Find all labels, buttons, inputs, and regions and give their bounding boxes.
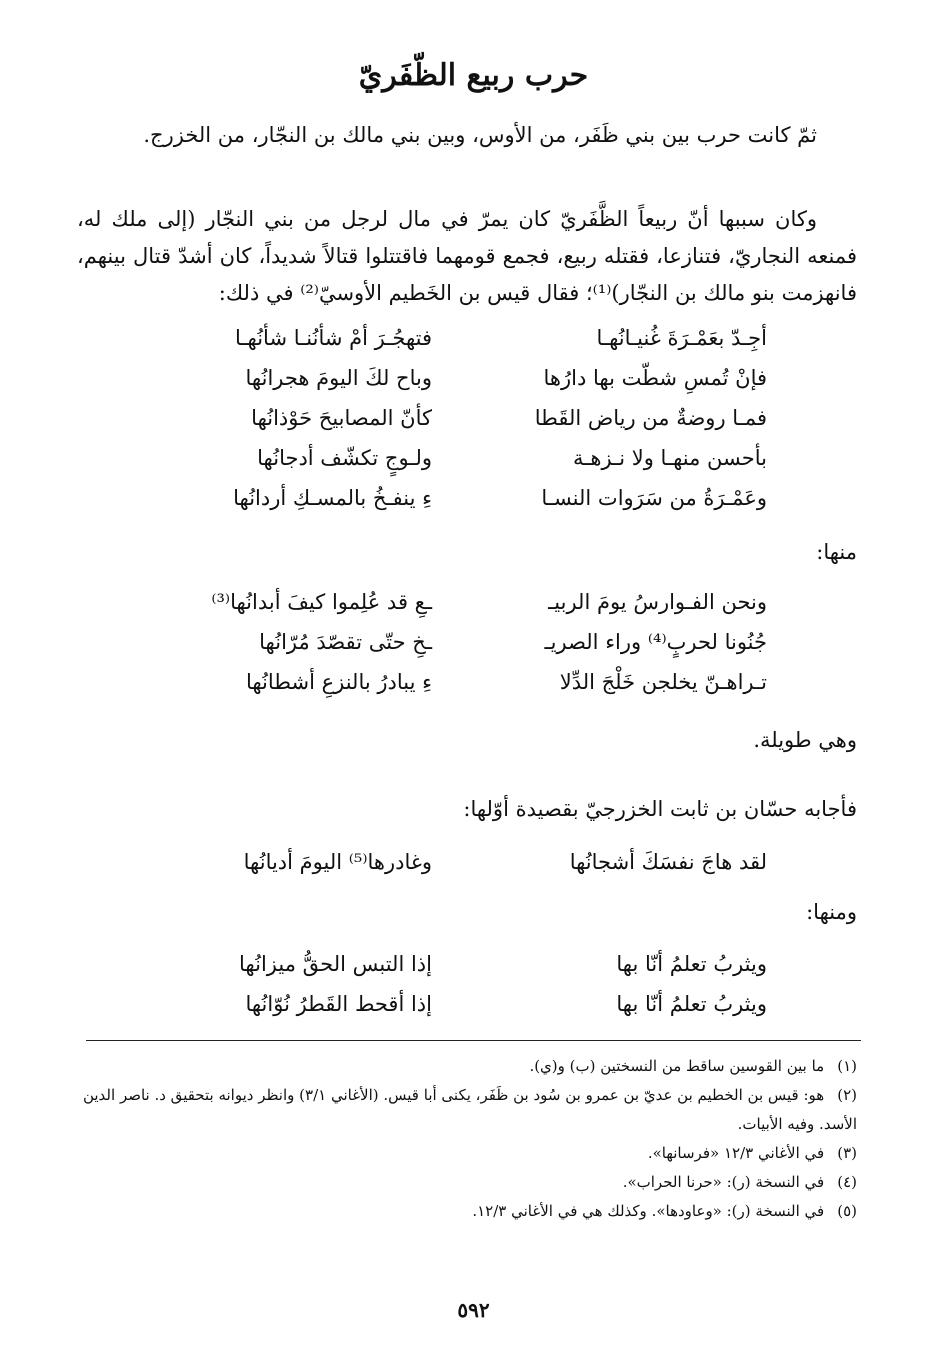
- verse-second-hemistich: وباح لكَ اليومَ هجرانُها: [245, 366, 432, 390]
- footnote-text: في النسخة (ر): «وعاودها». وكذلك هي في الأغاني ١٢/٣.: [472, 1202, 825, 1220]
- footnote-text: ما بين القوسين ساقط من النسختين (ب) و(ي).: [529, 1057, 825, 1075]
- verse-first-hemistich: جُنُونا لحربٍ⁽⁴⁾ وراء الصريـ: [544, 630, 767, 654]
- verse-line: [0, 406, 947, 446]
- page-number: ٥٩٢: [457, 1298, 490, 1322]
- footnote-separator: [86, 1040, 861, 1041]
- verse-line: [0, 992, 947, 1032]
- verse-line: [0, 366, 947, 406]
- footnotes: [67, 1052, 857, 1226]
- footnote: [67, 1052, 857, 1081]
- footnote-number: (٥): [837, 1202, 857, 1220]
- verse-line: [0, 446, 947, 486]
- footnote-number: (٣): [837, 1144, 857, 1162]
- footnote-number: (٤): [837, 1173, 857, 1191]
- footnote: [67, 1168, 857, 1197]
- tawila-note: وهي طويلة.: [753, 728, 857, 752]
- poem-qays-excerpt: [0, 590, 947, 710]
- footnote-number: (١): [837, 1057, 857, 1075]
- verse-second-hemistich: فتهجُـرَ أمْ شأنُنـا شأنُهـا: [234, 326, 432, 350]
- paragraph-1: ثمّ كانت حرب بين بني ظَفَر، من الأوس، وبين بني مالك بن النجّار، من الخزرج.: [143, 123, 817, 147]
- footnote: [67, 1139, 857, 1168]
- paragraph-2: وكان سببها أنّ ربيعاً الظَّفَريّ كان يمرّ في مال لرجل من بني النجّار (إلى ملك له، فمنعه النجاريّ، فتنازعا، فقتله ربيع، فجمع قومهما فاقتتلوا قتالاً شديداً، كان أشدّ قتال بينهم، فانهزمت بنو مالك بن النجّار)⁽¹⁾؛ فقال قيس بن الخَطيم الأوسيّ⁽²⁾ في ذلك:: [77, 207, 857, 305]
- verse-second-hemistich: إذا أقحط القَطرُ نُوّانُها: [245, 992, 432, 1016]
- verse-line: [0, 326, 947, 366]
- verse-first-hemistich: تـراهـنّ يخلجن خَلْجَ الدِّلا: [559, 670, 767, 694]
- verse-second-hemistich: كأنّ المصابيحَ حَوْذانُها: [251, 406, 432, 430]
- footnote: [67, 1081, 857, 1139]
- verse-line: [0, 486, 947, 526]
- verse-line: [0, 630, 947, 670]
- verse-first-hemistich: فإنْ تُمسِ شطّت بها دارُها: [543, 366, 767, 390]
- verse-line: [0, 670, 947, 710]
- footnote-text: هو: قيس بن الخطيم بن عديّ بن عمرو بن سُود بن ظَفَر، يكنى أبا قيس. (الأغاني ٣/١) وانظر ديوانه بتحقيق د. ناصر الدين الأسد. وفيه الأبيات.: [82, 1086, 857, 1133]
- verse-first-hemistich: ويثربُ تعلمُ أنّا بها: [616, 952, 767, 976]
- verse-second-hemistich: وغادرها⁽⁵⁾ اليومَ أديانُها: [243, 850, 432, 874]
- verse-second-hemistich: ـخِ حتّى تقصّدَ مُرّانُها: [259, 630, 432, 654]
- verse-first-hemistich: ونحن الفـوارسُ يومَ الربيـ: [548, 590, 767, 614]
- footnote-text: في النسخة (ر): «حرنا الحراب».: [622, 1173, 825, 1191]
- verse-second-hemistich: ولـوجٍ تكشّف أدجانُها: [257, 446, 432, 470]
- chapter-title: حرب ربيع الظّفَريّ: [358, 58, 589, 93]
- verse-second-hemistich: إذا التبس الحقُّ ميزانُها: [239, 952, 432, 976]
- verse-first-hemistich: أجِـدّ بعَمْـرَةَ غُنيـانُهـا: [596, 326, 767, 350]
- verse-second-hemistich: ـعِ قد عُلِموا كيفَ أبدانُها⁽³⁾: [211, 590, 432, 614]
- verse-first-hemistich: ويثربُ تعلمُ أنّا بها: [616, 992, 767, 1016]
- footnote-number: (٢): [837, 1086, 857, 1104]
- wa-minha-label: ومنها:: [806, 900, 857, 924]
- verse-first-hemistich: لقد هاجَ نفسَكَ أشجانُها: [569, 850, 767, 874]
- poem-hassan-excerpt: [0, 952, 947, 1032]
- footnote-text: في الأغاني ١٢/٣ «فرسانها».: [647, 1144, 825, 1162]
- verse-second-hemistich: ءِ يبادرُ بالنزعِ أشطانُها: [245, 670, 432, 694]
- verse-first-hemistich: فمـا روضةٌ من رياض القَطا: [534, 406, 767, 430]
- verse-line: [0, 952, 947, 992]
- poem-qays: [0, 326, 947, 526]
- poem-hassan: [0, 850, 947, 890]
- verse-line: [0, 850, 947, 890]
- verse-first-hemistich: وعَمْـرَةُ من سَرَوات النسـا: [541, 486, 767, 510]
- reply-intro: فأجابه حسّان بن ثابت الخزرجيّ بقصيدة أوّلها:: [463, 797, 857, 821]
- verse-line: [0, 590, 947, 630]
- minha-label: منها:: [816, 540, 857, 564]
- footnote: [67, 1197, 857, 1226]
- verse-first-hemistich: بأحسن منهـا ولا نـزهـة: [573, 446, 767, 470]
- verse-second-hemistich: ءِ ينفـخُ بالمسـكِ أردانُها: [233, 486, 432, 510]
